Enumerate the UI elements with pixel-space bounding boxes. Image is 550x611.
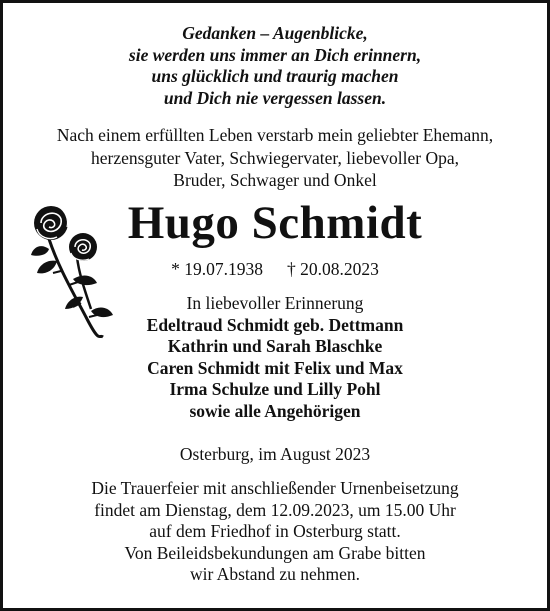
funeral-info	[3, 478, 547, 586]
family-member: Caren Schmidt mit Felix und Max	[147, 357, 403, 378]
poem-line: Gedanken – Augenblicke,	[182, 23, 368, 43]
deceased-name: Hugo Schmidt	[127, 197, 423, 249]
remembrance-line: In liebevoller Erinnerung	[186, 293, 364, 313]
poem	[3, 23, 547, 109]
poem-line: uns glücklich und traurig machen	[151, 66, 399, 86]
mourners	[3, 293, 547, 422]
intro-text	[3, 124, 547, 192]
poem-line: sie werden uns immer an Dich erinnern,	[128, 44, 422, 65]
life-dates	[3, 258, 547, 280]
death-date: † 20.08.2023	[287, 259, 379, 279]
family-member: Irma Schulze und Lilly Pohl	[169, 379, 381, 399]
funeral-line: findet am Dienstag, dem 12.09.2023, um 15.00 Uhr	[94, 499, 456, 520]
funeral-line: Die Trauerfeier mit anschließender Urnenbeisetzung	[91, 478, 459, 498]
funeral-line: wir Abstand zu nehmen.	[189, 564, 361, 584]
funeral-line: auf dem Friedhof in Osterburg statt.	[149, 521, 401, 541]
intro-line: Nach einem erfüllten Leben verstarb mein geliebter Ehemann,	[56, 125, 494, 145]
funeral-line: Von Beileidsbekundungen am Grabe bitten	[124, 542, 426, 563]
family-member: sowie alle Angehörigen	[189, 400, 361, 421]
place-date: Osterburg, im August 2023	[179, 444, 371, 464]
intro-line: herzensguter Vater, Schwiegervater, liebevoller Opa,	[90, 147, 460, 168]
poem-line: und Dich nie vergessen lassen.	[163, 87, 387, 108]
family-member: Kathrin und Sarah Blaschke	[167, 336, 383, 356]
family-member: Edeltraud Schmidt geb. Dettmann	[146, 314, 404, 335]
intro-line: Bruder, Schwager und Onkel	[173, 170, 377, 190]
birth-date: * 19.07.1938	[171, 259, 263, 279]
